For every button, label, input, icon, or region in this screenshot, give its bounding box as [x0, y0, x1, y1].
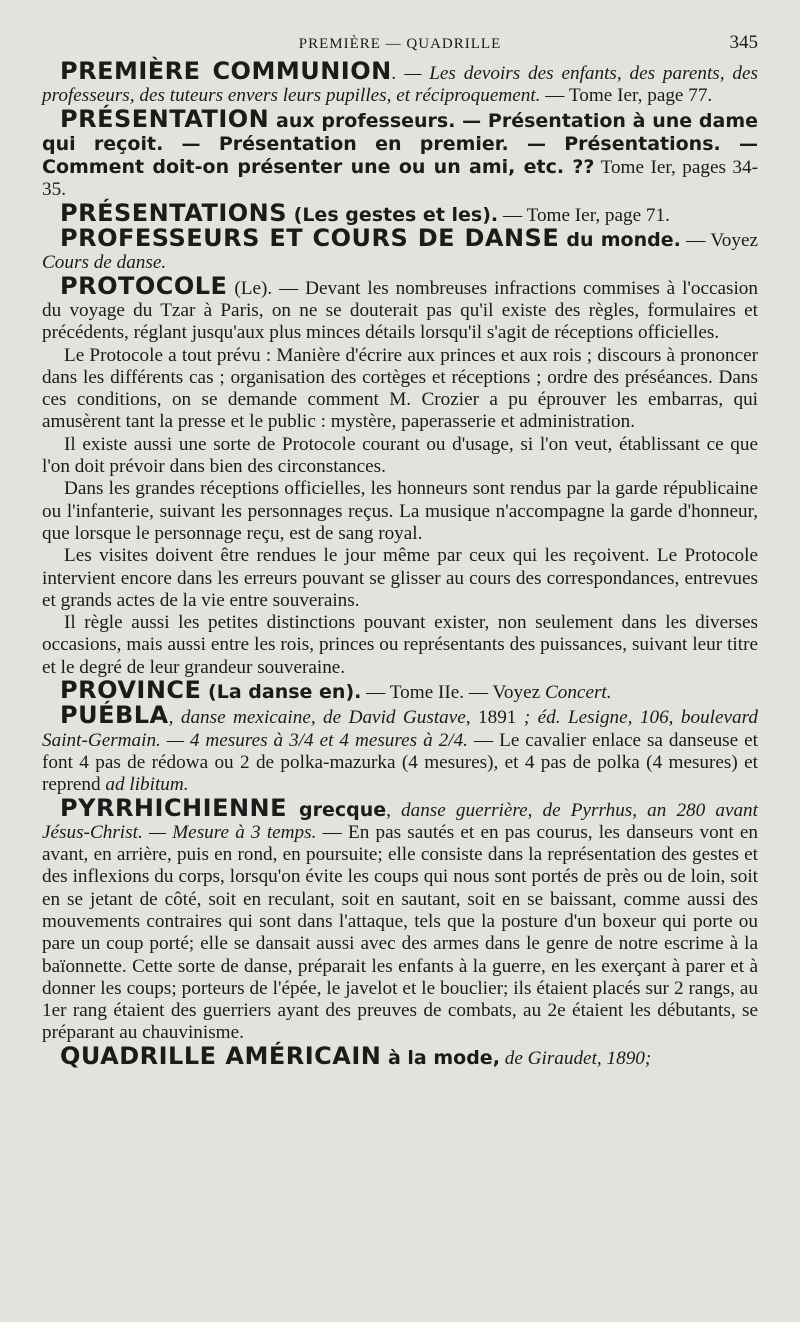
- entry-italic: , danse mexicaine, de David Gustave,: [168, 707, 471, 729]
- entry-protocole: [42, 271, 758, 345]
- protocole-paragraph-4: Dans les grandes réceptions officielles, les honneurs sont rendus par la garde républicaine ou l'infanterie, suivant les personnages reçus. La musique n'accompagne la garde d'honneur, que lorsque le personnage reçu, est de sang royal.: [42, 478, 758, 544]
- headword-subtitle: du monde.: [559, 229, 681, 252]
- entry-text: — En pas sautés et en pas courus, les danseurs vont en avant, en arrière, puis en rond, en poursuite; elle consiste dans la représentation des gestes et des inflexions du corps, lorsqu'on évite les coups qui nous sont portés de près ou de loin, soit en se jetant de côté, soit en reculant, soit en sautant, soit en se baissant, comme aussi des mouvements contraires qui sont dans l'attaque, tels que la posture d'un boxeur qui porte ou pare un coup porté; elle se dansait aussi avec des armes dans le genre de notre escrime à la baïonnette. Cette sorte de danse, préparait les enfants à la guerre, en les exerçant à parer et à donner les coups; porteurs de l'épée, le javelot et le bouclier; ils étaient placés sur 2 rangs, au 1er rang étaient des guerriers ayant des preuves de combats, au 2e étaient les débutants, se préparant au chauvinisme.: [42, 821, 758, 1044]
- protocole-paragraph-6: Il règle aussi les petites distinctions pouvant exister, non seulement dans les diverses occasions, mais aussi entre les rois, princes ou représentants des puissances, suivant leur titre et le degré de leur grandeur souveraine.: [42, 612, 758, 678]
- page-number: 345: [729, 32, 758, 53]
- entry-text: — Tome Ier, page 77.: [540, 85, 713, 107]
- entry-presentation: [42, 104, 758, 202]
- headword: PROFESSEURS ET COURS DE DANSE: [60, 224, 560, 253]
- entry-quadrille-americain: [42, 1041, 758, 1070]
- headword: PYRRHICHIENNE: [60, 793, 288, 822]
- entry-text: Tome Ier, pages 34-35.: [42, 157, 758, 201]
- running-title: PREMIÈRE — QUADRILLE: [298, 36, 502, 52]
- entry-text: — Le cavalier enlace sa danseuse et font 4 pas de rédowa ou 2 de polka-mazurka (4 mesures), et 4 pas de polka (4 mesures) et reprend: [42, 729, 758, 796]
- protocole-paragraph-5: Les visites doivent être rendues le jour même par ceux qui les reçoivent. Le Protocole intervient encore dans les erreurs pouvant se glisser au cours des correspondances, entrevues et grands actes de la vie entre souverains.: [42, 545, 758, 611]
- headword: QUADRILLE AMÉRICAIN: [60, 1041, 382, 1070]
- headword: PROTOCOLE: [60, 271, 228, 300]
- headword-subtitle: grecque: [287, 798, 387, 821]
- entry-italic: Concert.: [544, 682, 612, 704]
- entry-italic: ; éd. Lesigne, 106, boulevard Saint-Germain. — 4 mesures à 3/4 et 4 mesures à 2/4.: [42, 707, 758, 751]
- headword: PRÉSENTATION: [60, 104, 270, 133]
- headword-subtitle: (La danse en).: [201, 681, 362, 704]
- entry-text: 1891: [470, 707, 524, 729]
- entry-text: — Tome Ier, page 71.: [498, 204, 670, 226]
- entry-professeurs: [42, 224, 758, 275]
- headword-subtitle: aux professeurs. — Présentation à une dame qui reçoit. — Présentation en premier. — Présentations. — Comment doit-on présenter une ou un ami, etc. ??: [42, 109, 758, 179]
- entry-text: — Voyez: [680, 230, 758, 252]
- entry-italic: ad libitum.: [105, 774, 189, 796]
- headword-subtitle: à la mode,: [381, 1046, 500, 1069]
- page-body: [42, 57, 758, 1070]
- entry-puebla: [42, 701, 758, 796]
- entry-premiere-communion: [42, 57, 758, 108]
- protocole-paragraph-2: Le Protocole a tout prévu : Manière d'écrire aux princes et aux rois ; discours à prononcer dans les différents cas ; organisation des cortèges et réceptions ; ordre des préséances. Dans ces conditions, on se demande comment M. Crozier a pu éprouver les embarras, qui amusèrent tant la presse et le public : mystère, paperasserie et administration.: [42, 344, 758, 433]
- entry-text: (Le). — Devant les nombreuses infractions commises à l'occasion du voyage du Tzar à Paris, on ne se douterait pas qu'il existe des règles, formulaires et précédents, réglant jusqu'aux plus minces détails lorsqu'il s'agit de réceptions officielles.: [42, 277, 758, 344]
- entry-pyrrhichienne: [42, 793, 758, 1045]
- entry-italic: , danse guerrière, de Pyrrhus, an 280 avant Jésus-Christ. — Mesure à 3 temps.: [42, 799, 758, 843]
- page-header: [42, 30, 758, 60]
- entry-italic: de Giraudet, 1890;: [499, 1047, 652, 1069]
- protocole-paragraph-3: Il existe aussi une sorte de Protocole courant ou d'usage, si l'on veut, établissant ce que l'on doit prévoir dans bien des circonstances.: [42, 433, 758, 478]
- entry-italic: . — Les devoirs des enfants, des parents, des professeurs, des tuteurs envers leurs pupilles, et réciproquement.: [42, 63, 758, 107]
- headword-subtitle: (Les gestes et les).: [287, 203, 499, 226]
- headword: PROVINCE: [60, 676, 202, 705]
- headword: PRÉSENTATIONS: [60, 198, 288, 227]
- headword: PREMIÈRE COMMUNION: [60, 57, 392, 85]
- entry-text: — Tome IIe. — Voyez: [361, 682, 545, 704]
- headword: PUÉBLA: [60, 701, 169, 730]
- entry-italic: Cours de danse.: [42, 252, 167, 274]
